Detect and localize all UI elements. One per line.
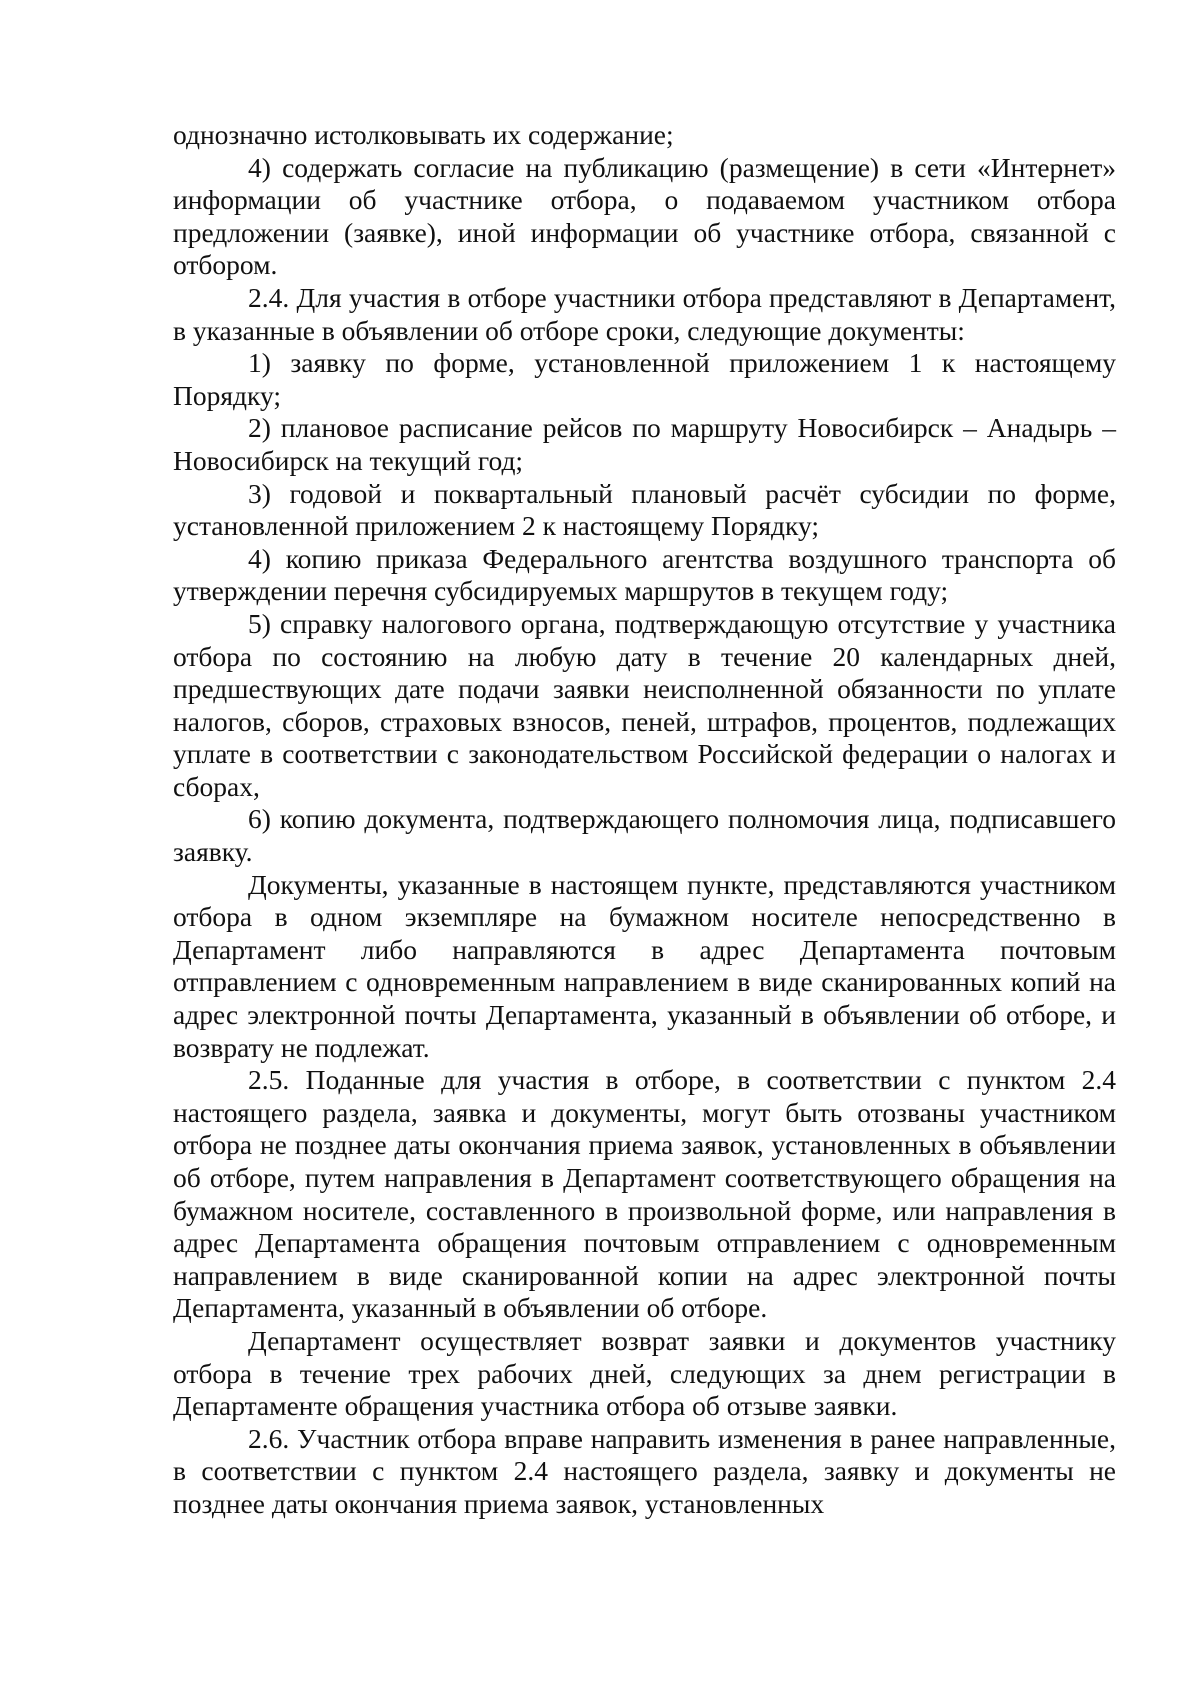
paragraph-clause-2-5: 2.5. Поданные для участия в отборе, в соответствии с пунктом 2.4 настоящего раздела, заявка и документы, могут быть отозваны участником отбора не позднее даты окончания приема заявок, установленных в объявлении об отборе, путем направления в Департамент соответствующего обращения на бумажном носителе, составленного в произвольной форме, или направления в адрес Департамента обращения почтовым отправлением с одновременным направлением в виде сканированной копии на адрес электронной почты Департамента, указанный в объявлении об отборе. <box>173 1064 1116 1324</box>
document-body <box>173 119 1116 1521</box>
paragraph-continuation: однозначно истолковывать их содержание; <box>173 119 674 150</box>
paragraph-item-6-authority-copy: 6) копию документа, подтверждающего полномочия лица, подписавшего заявку. <box>173 803 1116 868</box>
paragraph-item-2-schedule: 2) плановое расписание рейсов по маршруту Новосибирск – Анадырь – Новосибирск на текущий год; <box>173 412 1116 476</box>
paragraph-item-1-application: 1) заявку по форме, установленной приложением 1 к настоящему Порядку; <box>173 347 1116 411</box>
paragraph-clause-2-4: 2.4. Для участия в отборе участники отбора представляют в Департамент, в указанные в объявлении об отборе сроки, следующие документы: <box>173 281 1116 346</box>
paragraph-clause-2-6: 2.6. Участник отбора вправе направить изменения в ранее направленные, в соответствии с пунктом 2.4 настоящего раздела, заявку и документы не позднее даты окончания приема заявок, установленных <box>173 1422 1116 1519</box>
paragraph-item-3-calculation: 3) годовой и поквартальный плановый расчёт субсидии по форме, установленной приложением 2 к настоящему Порядку; <box>173 477 1116 542</box>
paragraph-item-4-order-copy: 4) копию приказа Федерального агентства воздушного транспорта об утверждении перечня субсидируемых маршрутов в текущем году; <box>173 542 1116 607</box>
paragraph-item-4-consent: 4) содержать согласие на публикацию (размещение) в сети «Интернет» информации об участнике отбора, о подаваемом участником отбора предложении (заявке), иной информации об участнике отбора, связанной с отбором. <box>173 151 1116 281</box>
paragraph-return-of-application: Департамент осуществляет возврат заявки и документов участнику отбора в течение трех рабочих дней, следующих за днем регистрации в Департаменте обращения участника отбора об отзыве заявки. <box>173 1324 1116 1422</box>
paragraph-item-5-tax-certificate: 5) справку налогового органа, подтверждающую отсутствие у участника отбора по состоянию на любую дату в течение 20 календарных дней, предшествующих дате подачи заявки неисполненной обязанности по уплате налогов, сборов, страховых взносов, пеней, штрафов, процентов, подлежащих уплате в соответствии с законодательством Российской федерации о налогах и сборах, <box>173 607 1116 802</box>
paragraph-documents-submission: Документы, указанные в настоящем пункте, представляются участником отбора в одном экземпляре на бумажном носителе непосредственно в Департамент либо направляются в адрес Департамента почтовым отправлением с одновременным направлением в виде сканированных копий на адрес электронной почты Департамента, указанный в объявлении об отборе, и возврату не подлежат. <box>173 868 1116 1063</box>
